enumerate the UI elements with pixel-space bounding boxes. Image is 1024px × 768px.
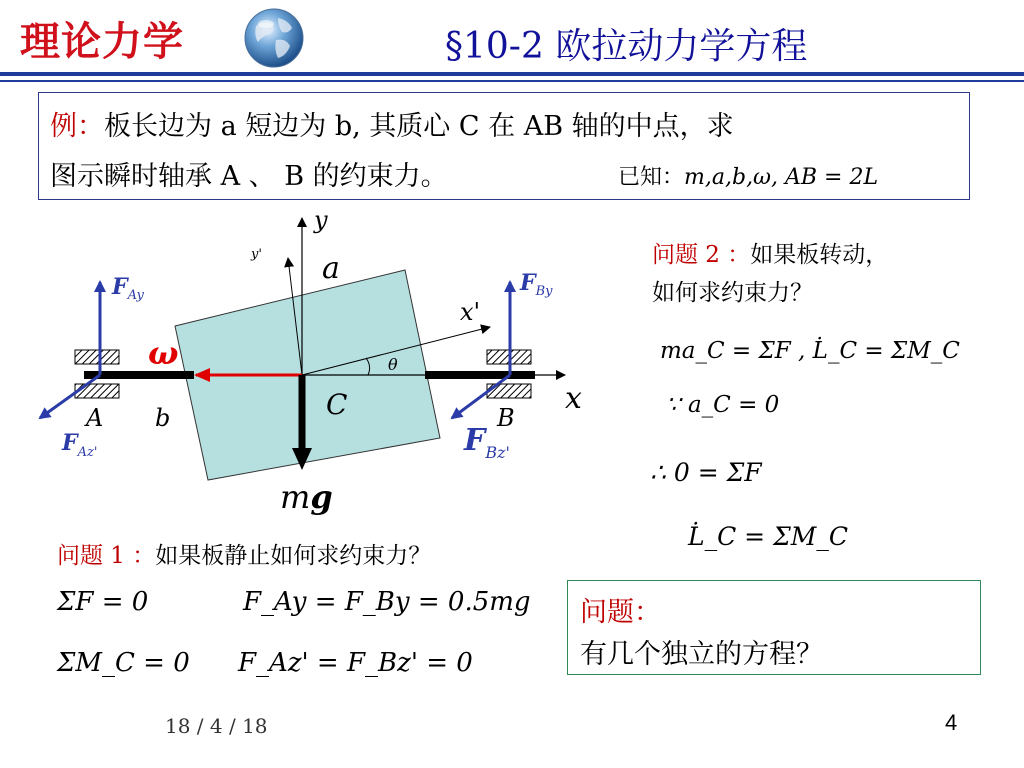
equation-q1-sum-F: ΣF = 0	[57, 587, 149, 617]
label-FBy-sub: By	[535, 284, 553, 299]
header-rule-thin	[0, 80, 1024, 82]
known-label: 已知：	[618, 165, 685, 190]
label-axis-y-prime: y'	[251, 247, 262, 262]
question-1-text: 如果板静止如何求约束力？	[155, 543, 432, 569]
equation-q1-F-vertical: F_Ay = F_By = 0.5mg	[243, 587, 531, 617]
label-FAz-F: F	[62, 430, 78, 456]
label-FBy-F: F	[520, 270, 536, 296]
label-mg-g: g	[310, 478, 333, 516]
label-FAz	[61, 430, 97, 460]
slide-date: 18 / 4 / 18	[165, 714, 268, 738]
label-theta: θ	[388, 355, 398, 374]
question-2-title: 问题 2 ：	[652, 242, 751, 268]
question-1	[57, 537, 431, 570]
question-2-line-1	[652, 236, 888, 274]
globe-icon	[242, 6, 306, 70]
question-1-title: 问题 1 ：	[57, 543, 156, 569]
example-prefix: 例：	[50, 111, 104, 142]
question-2-text-1: 如果板转动，	[750, 242, 889, 268]
course-title-text: 理论力学	[20, 19, 184, 65]
header-rule	[0, 72, 1024, 76]
label-FBz-sub: Bz'	[485, 443, 510, 462]
label-mg-m: m	[280, 478, 311, 516]
label-FBz-F: F	[464, 423, 486, 458]
section-title: §10-2 欧拉动力学方程	[445, 26, 808, 67]
label-FAy-sub: Ay	[127, 288, 144, 303]
label-b: b	[155, 404, 171, 432]
label-FAy-F: F	[112, 274, 128, 300]
label-a: a	[322, 251, 340, 286]
known-values	[618, 160, 878, 191]
bearing-A-top	[75, 350, 119, 364]
example-line-2: 图示瞬时轴承 A 、 B 的约束力。	[50, 161, 448, 192]
label-FBy	[519, 270, 553, 299]
equation-sum-F: ∴ 0 = ΣF	[650, 458, 762, 487]
page-number: 4	[945, 710, 958, 735]
example-text-1: 板长边为 a 短边为 b, 其质心 C 在 AB 轴的中点，求	[104, 111, 734, 142]
known-values-text: m,a,b,ω, AB = 2L	[684, 165, 879, 190]
question-box-title: 问题：	[580, 597, 661, 628]
equation-q1-F-horizontal: F_Az' = F_Bz' = 0	[238, 648, 473, 678]
label-mg	[280, 478, 333, 516]
label-FAy	[111, 274, 144, 303]
question-2-line-2: 如何求约束力？	[652, 280, 813, 306]
question-box-text: 有几个独立的方程？	[580, 639, 823, 670]
equation-momentum: ma_C = ΣF , L̇_C = ΣM_C	[660, 338, 960, 364]
course-title	[20, 10, 184, 67]
label-FAz-sub: Az'	[77, 445, 98, 460]
label-axis-x-prime: x'	[460, 298, 481, 326]
label-B: B	[497, 404, 515, 432]
label-axis-x: x	[565, 381, 582, 416]
equation-L-dot: L̇_C = ΣM_C	[688, 522, 848, 551]
equation-q1-sum-M: ΣM_C = 0	[57, 648, 190, 678]
question-2	[652, 236, 888, 312]
label-C: C	[326, 388, 348, 421]
equation-ac-zero: ∵ a_C = 0	[666, 392, 780, 418]
label-A: A	[86, 404, 104, 432]
label-omega: ω	[148, 334, 179, 372]
plate-diagram	[0, 200, 620, 530]
bearing-A-bottom	[75, 384, 119, 398]
example-line-1	[50, 104, 734, 143]
label-axis-y: y	[314, 206, 328, 234]
